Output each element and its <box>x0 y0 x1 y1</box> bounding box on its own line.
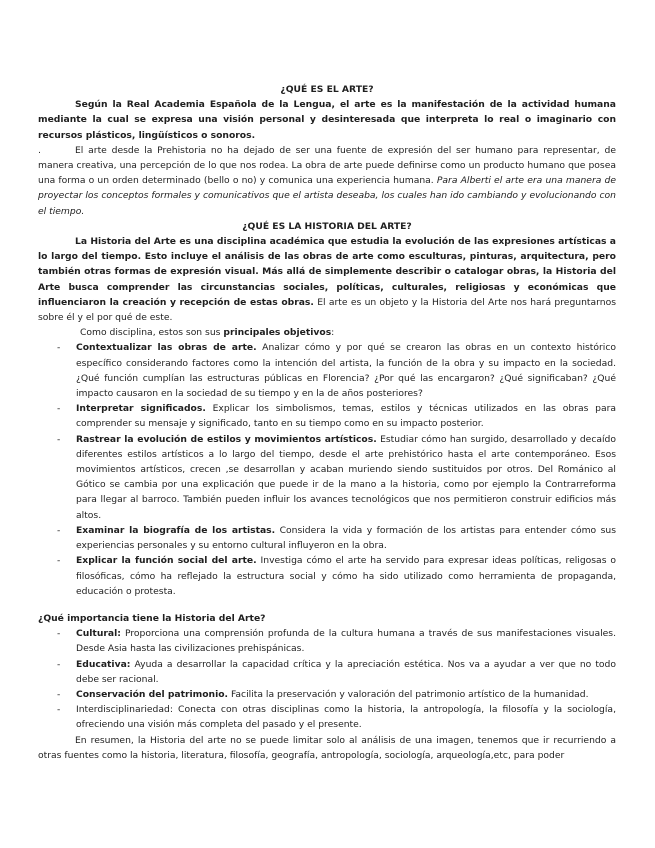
list-item-text: Ayuda a desarrollar la capacidad crítica y la apreciación estética. Nos va a ayudar a ver que no todo debe ser racional. <box>76 658 616 685</box>
list-item <box>76 340 616 401</box>
list-item-text: Estudiar cómo han surgido, desarrollado y decaído diferentes estilos artísticos a lo largo del tiempo, desde el arte prehistórico hasta el arte contemporáneo. Esos movimientos artísticos, crecen ,se desarrollan y acaban muriendo siendo sustituidos por otros. Del Románico al Gótico se cambia por una explicación que puede ir de la mano a la historia, como por ejemplo la Contrarreforma para llegar al barroco. También pueden influir los avances tecnológicos que nos permitieron construir edificios más altos. <box>76 433 617 521</box>
list-item <box>76 553 616 599</box>
list-item <box>76 657 616 687</box>
list-item-title: Explicar la función social del arte. <box>76 555 257 567</box>
list-item-text: Explicar los simbolismos, temas, estilos y técnicas utilizados en las obras para comprender su mensaje y significado, tanto en su tiempo como en su impacto posterior. <box>76 403 616 430</box>
importance-list <box>38 626 616 732</box>
historia-definition-bold: La Historia del Arte es una disciplina académica que estudia la evolución de las expresiones artísticas a lo largo del tiempo. Esto incluye el análisis de las obras de arte como esculturas, pinturas, arquitectura, pero también otras formas de expresión visual. Más allá de simplemente describir o catalogar obras, la Historia del Arte busca comprender las circunstancias sociales, políticas, culturales, religiosas y económicas que influenciaron la creación y recepción de estas obras. <box>38 236 616 308</box>
list-item <box>76 432 616 523</box>
prehistory-paragraph <box>38 143 616 219</box>
objectives-list <box>38 340 616 598</box>
heading-importancia: ¿Qué importancia tiene la Historia del Arte? <box>38 612 266 624</box>
heading-historia-del-arte: ¿QUÉ ES LA HISTORIA DEL ARTE? <box>242 220 412 232</box>
list-item-title: Educativa: <box>76 658 131 670</box>
historia-definition-rest: El arte es un objeto y la Historia del Arte nos hará preguntarnos sobre él y el por qué de este. <box>38 296 617 324</box>
list-item-text: Facilita la preservación y valoración del patrimonio artístico de la humanidad. <box>230 688 589 700</box>
rae-definition: Según la Real Academia Española de la Lengua, el arte es la manifestación de la actividad humana mediante la cual se expresa una visión personal y desinteresada que interpreta lo real o imaginario con recursos plásticos, lingüísticos o sonoros. <box>38 99 616 141</box>
objectives-intro <box>38 325 616 340</box>
list-item <box>76 523 616 553</box>
list-item-text: Analizar cómo y por qué se crearon las obras en un contexto histórico específico considerando factores como la intención del artista, la función de la obra y su impacto en la sociedad. ¿Qué función cumplían las estructuras públicas en Florencia? ¿Por qué las encargaron? ¿Qué significaban? ¿Qué impacto causaron en la sociedad de su tiempo y en la de años posteriores? <box>76 342 617 400</box>
list-item <box>76 626 616 656</box>
list-item-title: Contextualizar las obras de arte. <box>76 342 257 354</box>
alberti-quote: Para Alberti el arte era una manera de proyectar los conceptos formales y comunicativos que el artista deseaba, los cuales han ido cambiando y evolucionando con el tiempo. <box>38 175 617 217</box>
conclusion-paragraph: En resumen, la Historia del arte no se puede limitar solo al análisis de una imagen, tenemos que ir recurriendo a otras fuentes como la historia, literatura, filosofía, geografía, antropología, sociología, arqueología,etc, para poder <box>38 734 616 761</box>
list-item-title: Examinar la biografía de los artistas. <box>76 524 276 536</box>
objectives-intro-text: Como disciplina, estos son sus <box>80 327 221 339</box>
list-item-text: Proporciona una comprensión profunda de la cultura humana a través de sus manifestaciones visuales. Desde Asia hasta las civilizaciones prehispánicas. <box>76 628 616 655</box>
list-item-title: Cultural: <box>76 628 121 640</box>
objectives-intro-colon: : <box>331 327 335 339</box>
heading-que-es-el-arte: ¿QUÉ ES EL ARTE? <box>280 84 374 95</box>
prehistory-text: El arte desde la Prehistoria no ha dejado de ser una fuente de expresión del ser humano para representar, de manera creativa, una percepción de lo que nos rodea. La obra de arte puede definirse como un producto humano que posea una forma o un orden determinado (bello o no) y comunica una experiencia humana. <box>38 144 616 187</box>
list-item-title: Conservación del patrimonio. <box>76 688 229 700</box>
list-item-text: Interdisciplinariedad: Conecta con otras disciplinas como la historia, la antropología, la filosofía y la sociología, ofreciendo una visión más completa del pasado y el presente. <box>76 704 616 731</box>
list-item-title: Interpretar significados. <box>76 403 206 415</box>
paragraph-marker: . <box>38 144 41 156</box>
objectives-intro-bold: principales objetivos <box>223 327 332 339</box>
list-item-text: Investiga cómo el arte ha servido para expresar ideas políticas, religosas o filosóficas, cómo ha reflejado la estructura social y cómo ha sido utilizado como herramienta de propaganda, educación o protesta. <box>76 555 617 597</box>
list-item <box>76 401 616 431</box>
list-item <box>76 687 616 702</box>
list-item <box>76 702 616 732</box>
list-item-text: Considera la vida y formación de los artistas para entender cómo sus experiencias personales y su entorno cultural influyeron en la obra. <box>76 524 617 552</box>
list-item-title: Rastrear la evolución de estilos y movimientos artísticos. <box>76 433 377 445</box>
document-page <box>38 82 616 763</box>
historia-definition <box>38 234 616 325</box>
